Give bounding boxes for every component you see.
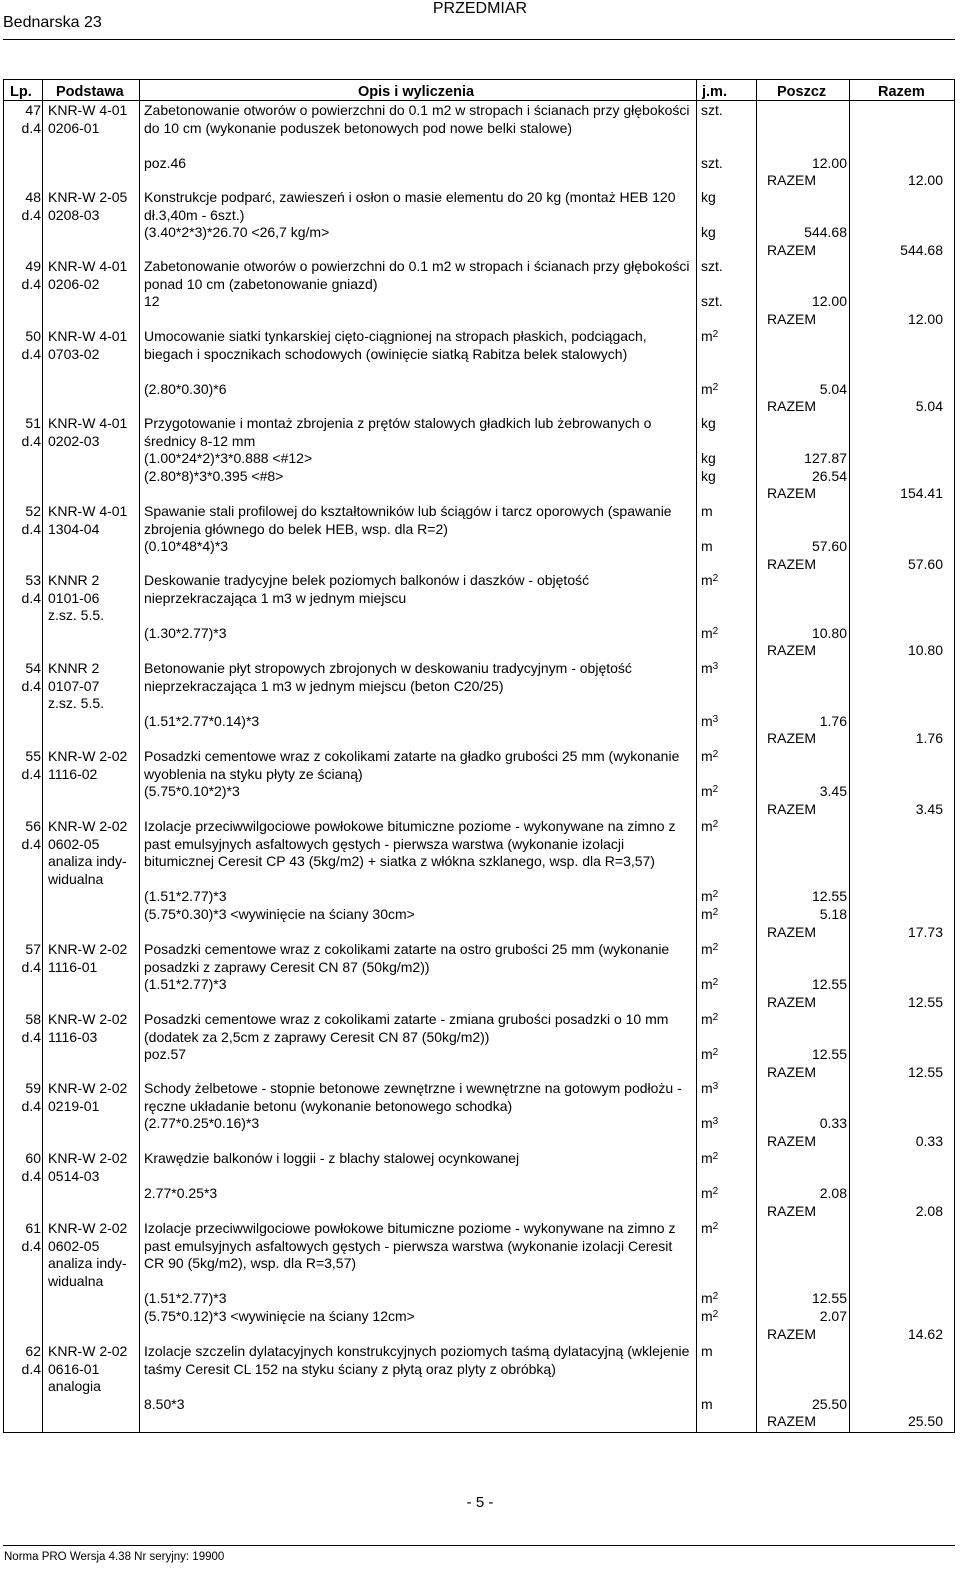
project-name: Bednarska 23	[3, 14, 102, 31]
razem-total: 3.45	[915, 800, 943, 817]
position-description: Izolacje przeciwwilgociowe powłokowe bitumiczne poziome - wykonywane na zimno z past emulsyjnych asfaltowych gęstych - pierwsza warstwa (wykonanie izolacji bitumicznej Ceresit CP 43 (5kg/m2) + siatka z włókna szklanego, wsp. dla R=3,57)	[144, 818, 676, 870]
position-unit: $m^2$	[701, 941, 719, 957]
razem-label: RAZEM	[767, 1202, 816, 1219]
source-code: KNR-W 2-02	[48, 1343, 128, 1359]
position-unit: $m^2$	[701, 818, 719, 834]
col-divider	[42, 79, 43, 1432]
table-right-border	[954, 79, 955, 1432]
calculation-quantity: 1.76	[819, 712, 847, 729]
position-number: 62	[25, 1343, 41, 1359]
table-top-border	[3, 79, 955, 80]
position-unit: $m^2$	[701, 1011, 719, 1027]
source-code: widualna	[48, 870, 104, 887]
calculation-quantity: 25.50	[811, 1395, 847, 1412]
position-section: d.4	[21, 835, 41, 852]
position-section: d.4	[21, 1028, 41, 1045]
col-divider	[849, 79, 850, 1432]
position-description: Posadzki cementowe wraz z cokolikami zatarte na gładko grubości 25 mm (wykonanie wyoblenia na styku płyty ze ścianą)	[144, 748, 680, 782]
position-section: d.4	[21, 958, 41, 975]
table-bottom-border	[3, 1432, 955, 1433]
position-number: 55	[25, 748, 41, 764]
calculation-unit: $m^2$	[701, 1185, 719, 1202]
position-description: Posadzki cementowe wraz z cokolikami zatarte - zmiana grubości posadzki o 10 mm (dodatek za 2,5cm z zaprawy Ceresit CN 87 (50kg/m2))	[144, 1011, 669, 1045]
razem-label: RAZEM	[767, 993, 816, 1010]
position-description: Schody żelbetowe - stopnie betonowe zewnętrzne i wewnętrzne na gotowym podłożu - ręczne układanie betonu (wykonanie betonowego schodka)	[144, 1080, 682, 1114]
position-number: 59	[25, 1080, 41, 1096]
razem-total: 10.80	[907, 642, 943, 659]
razem-label: RAZEM	[767, 172, 816, 189]
position-description: Posadzki cementowe wraz z cokolikami zatarte na ostro grubości 25 mm (wykonanie posadzki z zaprawy Ceresit CN 87 (50kg/m2))	[144, 941, 670, 975]
position-unit: szt.	[701, 258, 723, 274]
source-code: KNR-W 4-01	[48, 503, 128, 519]
calculation-unit: $m^2$	[701, 976, 719, 993]
calculation-expression: (5.75*0.10*2)*3	[144, 783, 240, 800]
position-description: Zabetonowanie otworów o powierzchni do 0.1 m2 w stropach i ścianach przy głębokości ponad 10 cm (zabetonowanie gniazd)	[144, 258, 690, 292]
col-divider	[756, 79, 757, 1432]
calculation-expression: (1.51*2.77)*3	[144, 888, 227, 905]
calculation-quantity: 2.07	[819, 1308, 847, 1324]
position-unit: szt.	[701, 102, 723, 118]
razem-label: RAZEM	[767, 642, 816, 659]
position-description: Spawanie stali profilowej do kształtowników lub ściągów i tarcz oporowych (spawanie zbrojenia głównego do belek HEB, wsp. dla R=2)	[144, 503, 672, 537]
calculation-quantity: 5.04	[819, 380, 847, 397]
calculation-quantity: 544.68	[804, 224, 847, 241]
source-code: 1116-03	[48, 1028, 98, 1045]
position-section: d.4	[21, 765, 41, 782]
calculation-expression: (2.80*0.30)*6	[144, 380, 227, 397]
calculation-unit: m	[701, 538, 713, 555]
source-code: KNR-W 2-02	[48, 818, 128, 834]
source-code: KNR-W 4-01	[48, 328, 128, 344]
calculation-unit: $m^2$	[701, 380, 719, 397]
source-code: 0206-01	[48, 119, 100, 136]
source-code: 1304-04	[48, 520, 100, 537]
razem-total: 14.62	[907, 1325, 943, 1342]
source-code: KNNR 2	[48, 660, 100, 676]
razem-total: 25.50	[907, 1413, 943, 1430]
source-code: KNR-W 4-01	[48, 415, 128, 431]
source-code: KNR-W 2-02	[48, 1220, 128, 1236]
calculation-expression: 12	[144, 293, 160, 310]
calculation-unit: kg	[701, 450, 716, 467]
source-code: KNR-W 2-02	[48, 941, 128, 957]
position-number: 53	[25, 572, 41, 588]
position-section: d.4	[21, 1097, 41, 1114]
source-code: 0602-05	[48, 835, 100, 852]
position-description: Deskowanie tradycyjne belek poziomych balkonów i daszków - objętość nieprzekraczająca 1 m3 w jednym miejscu	[144, 572, 590, 606]
position-section: d.4	[21, 1167, 41, 1184]
razem-total: 12.55	[907, 993, 943, 1010]
razem-label: RAZEM	[767, 730, 816, 747]
source-code: KNR-W 4-01	[48, 102, 128, 118]
calculation-expression: 2.77*0.25*3	[144, 1185, 218, 1202]
position-description: Izolacje przeciwwilgociowe powłokowe bitumiczne poziome - wykonywane na zimno z past emulsyjnych asfaltowych gęstych - pierwsza warstwa (wykonanie izolacji Ceresit CR 90 (5kg/m2), wsp. dla R=3,57)	[144, 1220, 676, 1272]
position-number: 60	[25, 1150, 41, 1166]
source-code: widualna	[48, 1272, 104, 1289]
source-code: 0602-05	[48, 1237, 100, 1254]
source-code: KNR-W 2-02	[48, 748, 128, 764]
calculation-quantity: 12.00	[811, 293, 847, 310]
source-code: 0219-01	[48, 1097, 100, 1114]
position-section: d.4	[21, 589, 41, 606]
position-number: 61	[25, 1220, 41, 1236]
calculation-quantity: 12.55	[811, 1290, 847, 1307]
calculation-quantity: 0.33	[819, 1115, 847, 1132]
razem-total: 12.00	[907, 310, 943, 327]
razem-label: RAZEM	[767, 555, 816, 572]
source-code: KNR-W 2-02	[48, 1080, 128, 1096]
razem-total: 12.55	[907, 1063, 943, 1080]
source-code: 0101-06	[48, 589, 100, 606]
razem-total: 12.00	[907, 172, 943, 189]
position-description: Konstrukcje podparć, zawieszeń i osłon o masie elementu do 20 kg (montaż HEB 120 dł.3,40m - 6szt.)	[144, 189, 676, 223]
calculation-unit: kg	[701, 224, 716, 241]
razem-label: RAZEM	[767, 1063, 816, 1080]
col-divider	[696, 79, 697, 1432]
position-description: Zabetonowanie otworów o powierzchni do 0.1 m2 w stropach i ścianach przy głębokości do 10 cm (wykonanie poduszek betonowych pod nowe belki stalowe)	[144, 102, 690, 136]
razem-label: RAZEM	[767, 1413, 816, 1430]
razem-total: 17.73	[907, 923, 943, 940]
position-unit: $m^2$	[701, 1220, 719, 1236]
source-code: z.sz. 5.5.	[48, 695, 105, 712]
position-description: Izolacje szczelin dylatacyjnych konstrukcyjnych poziomych taśmą dylatacyjną (wklejenie taśmy Ceresit CL 152 na styku ściany z płytą oraz plyty z obróbką)	[144, 1343, 690, 1377]
calculation-quantity: 3.45	[819, 783, 847, 800]
position-unit: m	[701, 1343, 713, 1359]
calculation-expression: (5.75*0.12)*3 <wywinięcie na ściany 12cm>	[144, 1308, 415, 1324]
razem-label: RAZEM	[767, 241, 816, 258]
source-code: 0107-07	[48, 677, 100, 694]
source-code: KNR-W 4-01	[48, 258, 128, 274]
source-code: KNR-W 2-05	[48, 189, 128, 205]
calculation-unit: $m^2$	[701, 1290, 719, 1307]
footer-divider	[3, 1545, 955, 1546]
razem-label: RAZEM	[767, 1325, 816, 1342]
position-section: d.4	[21, 432, 41, 449]
source-code: KNR-W 2-02	[48, 1011, 128, 1027]
calculation-unit: $m^2$	[701, 783, 719, 800]
calculation-expression: (1.00*24*2)*3*0.888 <#12>	[144, 450, 313, 467]
position-section: d.4	[21, 275, 41, 292]
position-number: 48	[25, 189, 41, 205]
calculation-expression: poz.57	[144, 1046, 187, 1063]
position-number: 58	[25, 1011, 41, 1027]
position-unit: m	[701, 503, 713, 519]
position-section: d.4	[21, 1237, 41, 1254]
calculation-unit: $m^2$	[701, 906, 719, 922]
header-row-border	[3, 100, 955, 101]
position-number: 56	[25, 818, 41, 834]
position-number: 51	[25, 415, 41, 431]
source-code: 0206-02	[48, 275, 100, 292]
calculation-unit: szt.	[701, 154, 723, 171]
position-description: Umocowanie siatki tynkarskiej cięto-ciągnionej na stropach płaskich, podciągach, biegach i spocznikach schodowych (owinięcie siatką Rabitza belek stalowych)	[144, 328, 647, 362]
calculation-expression: (1.51*2.77)*3	[144, 1290, 227, 1307]
source-code: z.sz. 5.5.	[48, 607, 105, 624]
calculation-quantity: 12.55	[811, 976, 847, 993]
position-section: d.4	[21, 206, 41, 223]
position-unit: $m^3$	[701, 1080, 719, 1096]
col-header-podstawa: Podstawa	[56, 84, 124, 100]
position-description: Betonowanie płyt stropowych zbrojonych w deskowaniu tradycyjnym - objętość nieprzekraczająca 1 m3 w jednym miejscu (beton C20/25)	[144, 660, 632, 694]
razem-label: RAZEM	[767, 398, 816, 415]
calculation-quantity: 12.55	[811, 888, 847, 905]
calculation-quantity: 57.60	[811, 538, 847, 555]
position-section: d.4	[21, 677, 41, 694]
source-code: 0703-02	[48, 345, 100, 362]
calculation-quantity: 12.55	[811, 1046, 847, 1063]
razem-label: RAZEM	[767, 485, 816, 502]
calculation-unit: kg	[701, 467, 716, 484]
source-code: analiza indy-	[48, 853, 127, 870]
source-code: analogia	[48, 1378, 101, 1395]
col-header-jm: j.m.	[702, 84, 727, 100]
position-number: 50	[25, 328, 41, 344]
razem-label: RAZEM	[767, 1132, 816, 1149]
source-code: KNNR 2	[48, 572, 100, 588]
calculation-expression: (1.51*2.77*0.14)*3	[144, 712, 260, 729]
position-number: 47	[25, 102, 41, 118]
position-unit: $m^2$	[701, 328, 719, 344]
razem-total: 2.08	[915, 1202, 943, 1219]
calculation-expression: (2.80*8)*3*0.395 <#8>	[144, 467, 284, 484]
calculation-expression: (0.10*48*4)*3	[144, 538, 229, 555]
col-header-poszcz: Poszcz	[777, 84, 827, 100]
source-code: analiza indy-	[48, 1255, 127, 1272]
position-number: 52	[25, 503, 41, 519]
calculation-unit: $m^3$	[701, 712, 719, 729]
calculation-expression: 8.50*3	[144, 1395, 185, 1412]
calculation-expression: (1.51*2.77)*3	[144, 976, 227, 993]
position-unit: $m^2$	[701, 572, 719, 588]
source-code: 0514-03	[48, 1167, 100, 1184]
razem-total: 1.76	[915, 730, 943, 747]
calculation-unit: $m^2$	[701, 1046, 719, 1063]
razem-label: RAZEM	[767, 800, 816, 817]
position-description: Przygotowanie i montaż zbrojenia z prętów stalowych gładkich lub żebrowanych o średnicy 8-12 mm	[144, 415, 652, 449]
position-section: d.4	[21, 520, 41, 537]
source-code: 0208-03	[48, 206, 100, 223]
calculation-expression: poz.46	[144, 154, 187, 171]
razem-total: 0.33	[915, 1132, 943, 1149]
position-number: 54	[25, 660, 41, 676]
calculation-quantity: 127.87	[804, 450, 847, 467]
position-unit: kg	[701, 415, 716, 431]
position-section: d.4	[21, 345, 41, 362]
position-description: Krawędzie balkonów i loggii - z blachy stalowej ocynkowanej	[144, 1150, 520, 1166]
razem-total: 544.68	[900, 241, 943, 258]
calculation-unit: $m^2$	[701, 1308, 719, 1324]
razem-label: RAZEM	[767, 310, 816, 327]
position-section: d.4	[21, 1360, 41, 1377]
col-header-opis: Opis i wyliczenia	[358, 84, 475, 100]
page-number: - 5 -	[466, 1494, 494, 1511]
position-unit: kg	[701, 189, 716, 205]
razem-total: 57.60	[907, 555, 943, 572]
col-header-razem: Razem	[878, 84, 925, 100]
source-code: 0616-01	[48, 1360, 100, 1377]
razem-label: RAZEM	[767, 923, 816, 940]
position-number: 57	[25, 941, 41, 957]
document-title: PRZEDMIAR	[432, 0, 528, 17]
source-code: 0202-03	[48, 432, 100, 449]
calculation-unit: szt.	[701, 293, 723, 310]
calculation-quantity: 10.80	[811, 624, 847, 641]
source-code: 1116-01	[48, 958, 98, 975]
calculation-unit: $m^2$	[701, 624, 719, 641]
col-header-lp: Lp.	[10, 84, 32, 100]
header-divider	[3, 39, 955, 40]
calculation-expression: (5.75*0.30)*3 <wywinięcie na ściany 30cm>	[144, 906, 415, 922]
position-section: d.4	[21, 119, 41, 136]
footer-text: Norma PRO Wersja 4.38 Nr seryjny: 19900	[4, 1551, 225, 1563]
calculation-expression: (1.30*2.77)*3	[144, 624, 227, 641]
razem-total: 154.41	[900, 485, 943, 502]
calculation-unit: m	[701, 1395, 713, 1412]
razem-total: 5.04	[915, 398, 943, 415]
calculation-quantity: 2.08	[819, 1185, 847, 1202]
calculation-expression: (2.77*0.25*0.16)*3	[144, 1115, 260, 1132]
calculation-quantity: 12.00	[811, 154, 847, 171]
position-unit: $m^3$	[701, 660, 719, 676]
calculation-quantity: 26.54	[811, 467, 847, 484]
source-code: 1116-02	[48, 765, 98, 782]
calculation-unit: $m^3$	[701, 1115, 719, 1132]
position-unit: $m^2$	[701, 1150, 719, 1166]
calculation-unit: $m^2$	[701, 888, 719, 905]
calculation-quantity: 5.18	[819, 906, 847, 922]
source-code: KNR-W 2-02	[48, 1150, 128, 1166]
calculation-expression: (3.40*2*3)*26.70 <26,7 kg/m>	[144, 224, 330, 241]
position-number: 49	[25, 258, 41, 274]
position-unit: $m^2$	[701, 748, 719, 764]
